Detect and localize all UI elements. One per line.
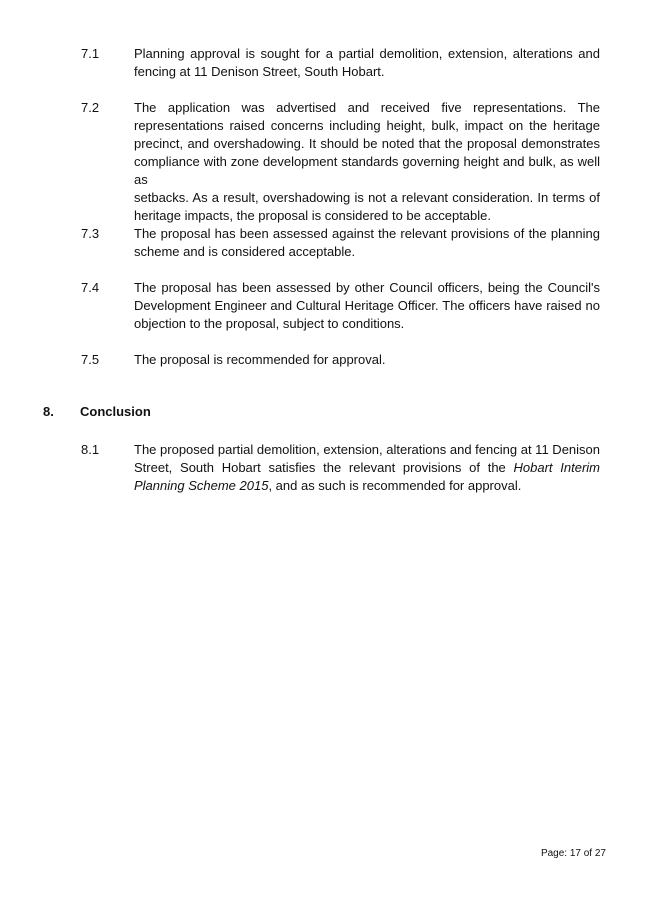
- paragraph-text: [134, 351, 600, 369]
- text-line: The application was advertised and received five representations. The: [134, 100, 600, 115]
- text-line: fencing at 11 Denison Street, South Hobart.: [134, 64, 385, 79]
- paragraph-text: [134, 99, 600, 225]
- page-number: Page: 17 of 27: [540, 848, 606, 859]
- text-line: Development Engineer and Cultural Heritage Officer. The officers have raised no: [134, 298, 600, 313]
- paragraph-number: 7.2: [81, 100, 100, 115]
- paragraph-text: [134, 441, 600, 495]
- section-heading-title: Conclusion: [80, 404, 151, 419]
- section-heading-number: 8.: [43, 404, 54, 419]
- text-run: , and as such is recommended for approval.: [268, 478, 522, 493]
- text-line: The proposed partial demolition, extension, alterations and fencing at 11 Denison: [134, 442, 600, 457]
- text-line: [134, 477, 600, 495]
- paragraph-number: 7.3: [81, 226, 100, 241]
- text-line: representations raised concerns including height, bulk, impact on the heritage: [134, 118, 600, 133]
- text-line: scheme and is considered acceptable.: [134, 244, 356, 259]
- paragraph-text: [134, 45, 600, 81]
- paragraph-text: [134, 225, 600, 261]
- text-line: precinct, and overshadowing. It should be noted that the proposal demonstrates: [134, 136, 600, 151]
- text-line: The proposal has been assessed against the relevant provisions of the planning: [134, 226, 600, 241]
- text-line: objection to the proposal, subject to conditions.: [134, 316, 405, 331]
- text-run: Street, South Hobart satisfies the relevant provisions of the: [134, 460, 514, 475]
- paragraph-number: 7.5: [81, 352, 100, 367]
- text-line: The proposal is recommended for approval.: [134, 352, 386, 367]
- text-line: The proposal has been assessed by other Council officers, being the Council's: [134, 280, 600, 295]
- text-line: Planning approval is sought for a partial demolition, extension, alterations and: [134, 46, 600, 61]
- paragraph-number: 7.1: [81, 46, 100, 61]
- italic-title-run: Hobart Interim: [513, 460, 600, 475]
- italic-title-run: Planning Scheme 2015: [134, 478, 269, 493]
- paragraph-number: 7.4: [81, 280, 100, 295]
- text-line: compliance with zone development standards governing height and bulk, as well as: [134, 154, 600, 187]
- text-line: heritage impacts, the proposal is considered to be acceptable.: [134, 208, 491, 223]
- paragraph-number: 8.1: [81, 442, 100, 457]
- text-line: setbacks. As a result, overshadowing is not a relevant consideration. In terms of: [134, 190, 600, 205]
- text-line: [134, 459, 600, 477]
- paragraph-text: [134, 279, 600, 333]
